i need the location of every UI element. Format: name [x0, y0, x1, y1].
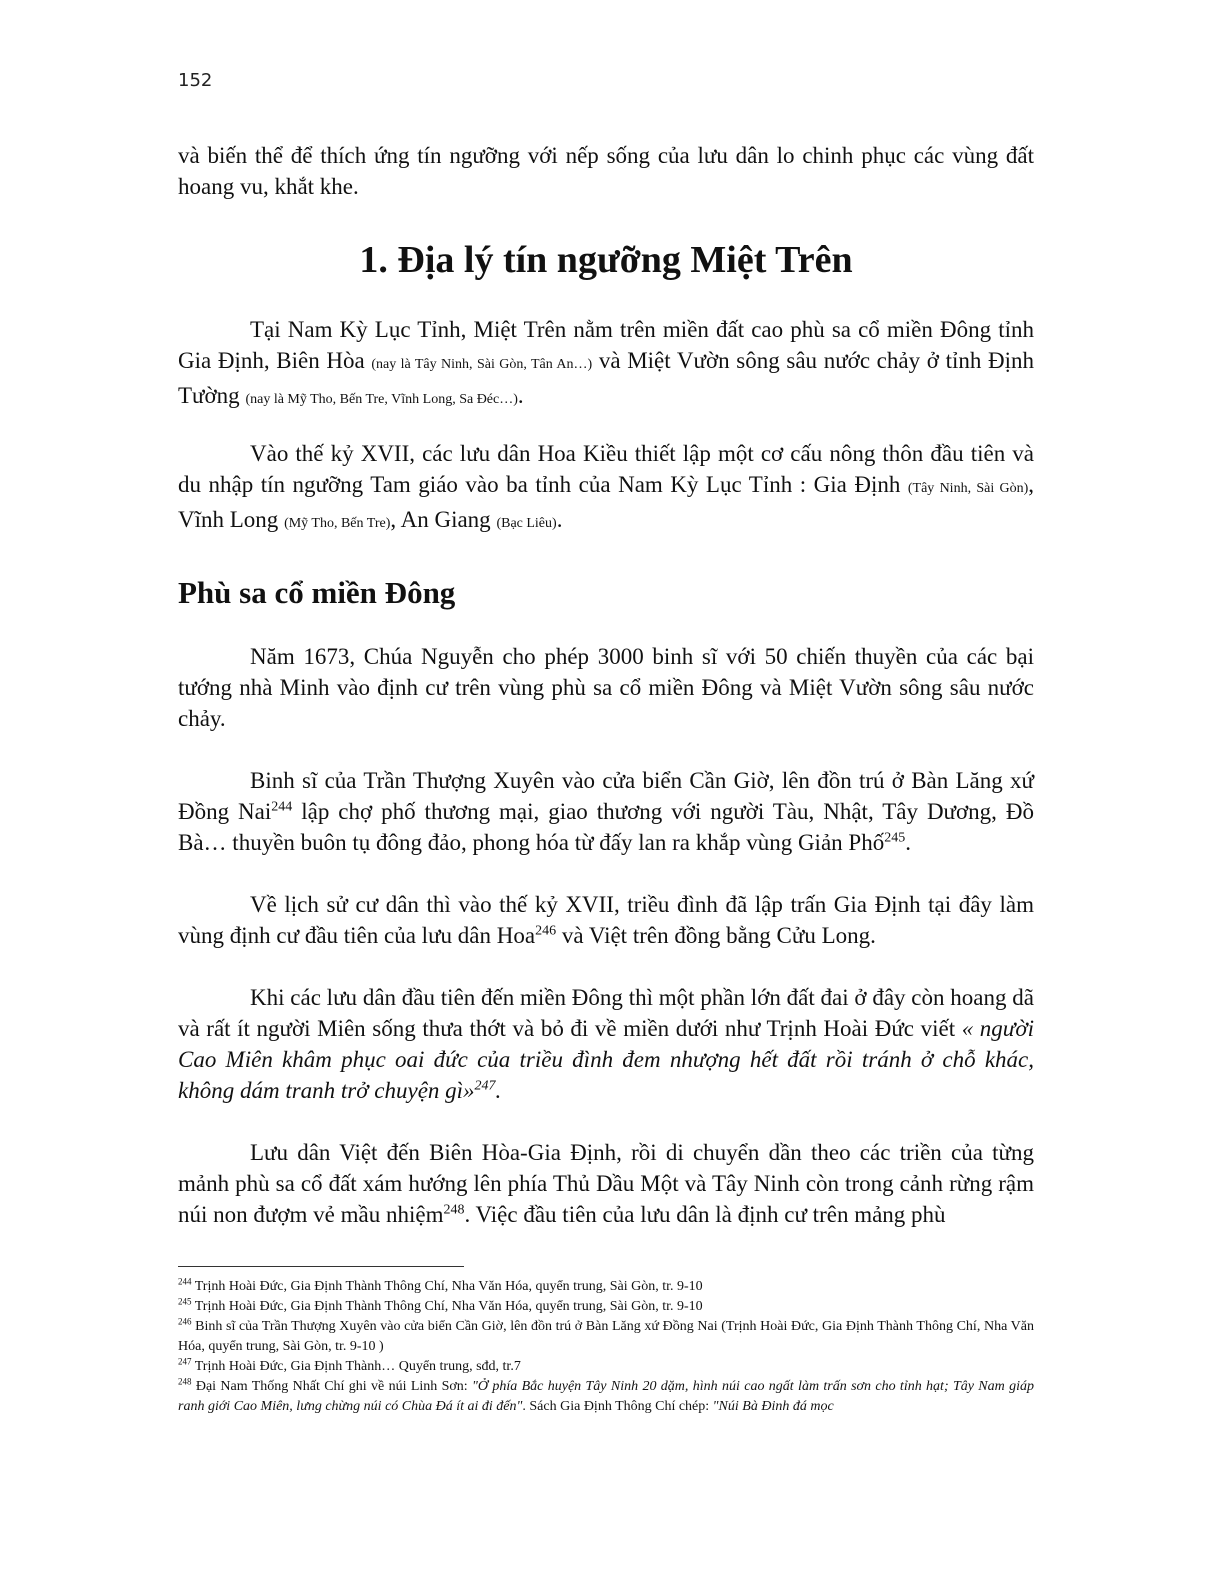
footnote-quote: "Núi Bà Đinh đá mọc	[712, 1399, 834, 1414]
footnote-text: Trịnh Hoài Đức, Gia Định Thành Thông Chí, Nha Văn Hóa, quyển trung, Sài Gòn, tr. 9-10	[191, 1279, 703, 1294]
footnote-text: Đại Nam Thống Nhất Chí ghi về núi Linh Sơn:	[191, 1379, 473, 1394]
text: Khi các lưu dân đầu tiên đến miền Đông thì một phần lớn đất đai ở đây còn hoang dã và rất ít người Miên sống thưa thớt và bỏ đi về miền dưới như Trịnh Hoài Đức viết	[178, 985, 1034, 1041]
quote: « người Cao Miên khâm phục oai đức của triều đình đem nhượng hết đất rồi tránh ở chỗ khác, không dám tranh trở chuyện gì»	[178, 1016, 1034, 1103]
text: lập chợ phố thương mại, giao thương với người Tàu, Nhật, Tây Dương, Đồ Bà… thuyền buôn tụ đông đảo, phong hóa từ đấy lan ra khắp vùng Giản Phố	[178, 799, 1034, 855]
note-small: (nay là Mỹ Tho, Bến Tre, Vĩnh Long, Sa Đéc…)	[245, 392, 518, 407]
text: .	[556, 507, 563, 532]
paragraph-tran-thuong-xuyen	[178, 765, 1034, 858]
text: . Việc đầu tiên của lưu dân là định cư trên mảng phù	[464, 1202, 946, 1227]
text: .	[905, 830, 911, 855]
note-small: (Tây Ninh, Sài Gòn)	[907, 481, 1029, 496]
footnote-number: 245	[178, 1296, 192, 1307]
footnote-ref[interactable]: 244	[271, 799, 293, 815]
text: Binh sĩ của Trần Thượng Xuyên vào cửa biển Cần Giờ, lên đồn trú ở Bàn Lăng xứ Đồng Nai	[178, 768, 1034, 824]
text: Lưu dân Việt đến Biên Hòa-Gia Định, rồi di chuyển dần theo các triền của từng mảnh phù sa cổ đất xám hướng lên phía Thủ Dầu Một và Tây Ninh còn trong cảnh rừng rậm núi non đượm vẻ mầu nhiệm	[178, 1140, 1034, 1227]
footnote-ref[interactable]: 245	[884, 830, 906, 846]
footnote	[178, 1317, 1034, 1357]
footnote-quote: "Ở phía Bắc huyện Tây Ninh 20 dặm, hình núi cao ngất làm trấn sơn cho tỉnh hạt; Tây Nam giáp ranh giới Cao Miên, lưng chừng núi có Chùa Đá ít ai đi đến"	[178, 1379, 1034, 1414]
footnote-number: 247	[178, 1356, 192, 1367]
footnote	[178, 1277, 1034, 1297]
text: Về lịch sử cư dân thì vào thế kỷ XVII, triều đình đã lập trấn Gia Định tại đây làm vùng định cư đầu tiên của lưu dân Hoa	[178, 892, 1034, 948]
note-small: (nay là Tây Ninh, Sài Gòn, Tân An…)	[371, 357, 593, 372]
footnote-number: 244	[178, 1276, 192, 1287]
paragraph-mien-dong	[178, 982, 1034, 1106]
footnote-ref[interactable]: 246	[535, 923, 557, 939]
footnote	[178, 1357, 1034, 1377]
footnote-number: 248	[178, 1376, 192, 1387]
footnote-text: Trịnh Hoài Đức, Gia Định Thành Thông Chí, Nha Văn Hóa, quyển trung, Sài Gòn, tr. 9-10	[191, 1299, 703, 1314]
text: .	[517, 383, 524, 408]
footnote-text: Binh sĩ của Trần Thượng Xuyên vào cửa biển Cần Giờ, lên đồn trú ở Bàn Lăng xứ Đồng Nai (Trịnh Hoài Đức, Gia Định Thành Thông Chí, Nha Văn Hóa, quyển trung, Sài Gòn, tr. 9-10 )	[178, 1319, 1034, 1354]
footnote	[178, 1297, 1034, 1317]
paragraph-miet-tren	[178, 314, 1034, 415]
text: .	[495, 1078, 502, 1103]
paragraph-hoa-kieu	[178, 438, 1034, 539]
footnote-divider	[178, 1266, 464, 1267]
footnotes	[178, 1277, 1034, 1417]
subsection-heading: Phù sa cổ miền Đông	[178, 575, 456, 610]
footnote-text: . Sách Gia Định Thông Chí chép:	[522, 1399, 713, 1414]
note-small: (Mỹ Tho, Bến Tre)	[284, 516, 391, 531]
main-content	[178, 140, 1034, 1230]
paragraph-luu-dan-viet	[178, 1137, 1034, 1230]
footnote	[178, 1377, 1034, 1417]
text: , An Giang	[390, 507, 497, 532]
paragraph-lich-su	[178, 889, 1034, 951]
footnote-ref[interactable]: 248	[443, 1202, 465, 1218]
footnote-number: 246	[178, 1316, 192, 1327]
text: và Miệt Vườn sông sâu nước chảy ở tỉnh Định Tường	[178, 348, 1035, 408]
text: Vào thế kỷ XVII, các lưu dân Hoa Kiều thiết lập một cơ cấu nông thôn đầu tiên và du nhập tín ngưỡng Tam giáo vào ba tỉnh của Nam Kỳ Lục Tỉnh : Gia Định	[178, 441, 1034, 497]
page-number: 152	[178, 70, 213, 91]
text: và Việt trên đồng bằng Cửu Long.	[556, 923, 876, 948]
footnote-text: Trịnh Hoài Đức, Gia Định Thành… Quyển trung, sđd, tr.7	[191, 1359, 521, 1374]
footnote-ref[interactable]: 247	[474, 1078, 496, 1094]
section-heading: 1. Địa lý tín ngưỡng Miệt Trên	[359, 239, 853, 281]
text: Tại Nam Kỳ Lục Tỉnh, Miệt Trên nằm trên miền đất cao phù sa cổ miền Đông tỉnh Gia Định, Biên Hòa	[178, 317, 1034, 373]
paragraph-continuation: và biến thể để thích ứng tín ngưỡng với nếp sống của lưu dân lo chinh phục các vùng đất hoang vu, khắt khe.	[178, 143, 1034, 199]
note-small: (Bạc Liêu)	[496, 516, 557, 531]
paragraph-1673: Năm 1673, Chúa Nguyễn cho phép 3000 binh sĩ với 50 chiến thuyền của các bại tướng nhà Minh vào định cư trên vùng phù sa cổ miền Đông và Miệt Vườn sông sâu nước chảy.	[178, 644, 1034, 731]
text: , Vĩnh Long	[178, 472, 1035, 532]
